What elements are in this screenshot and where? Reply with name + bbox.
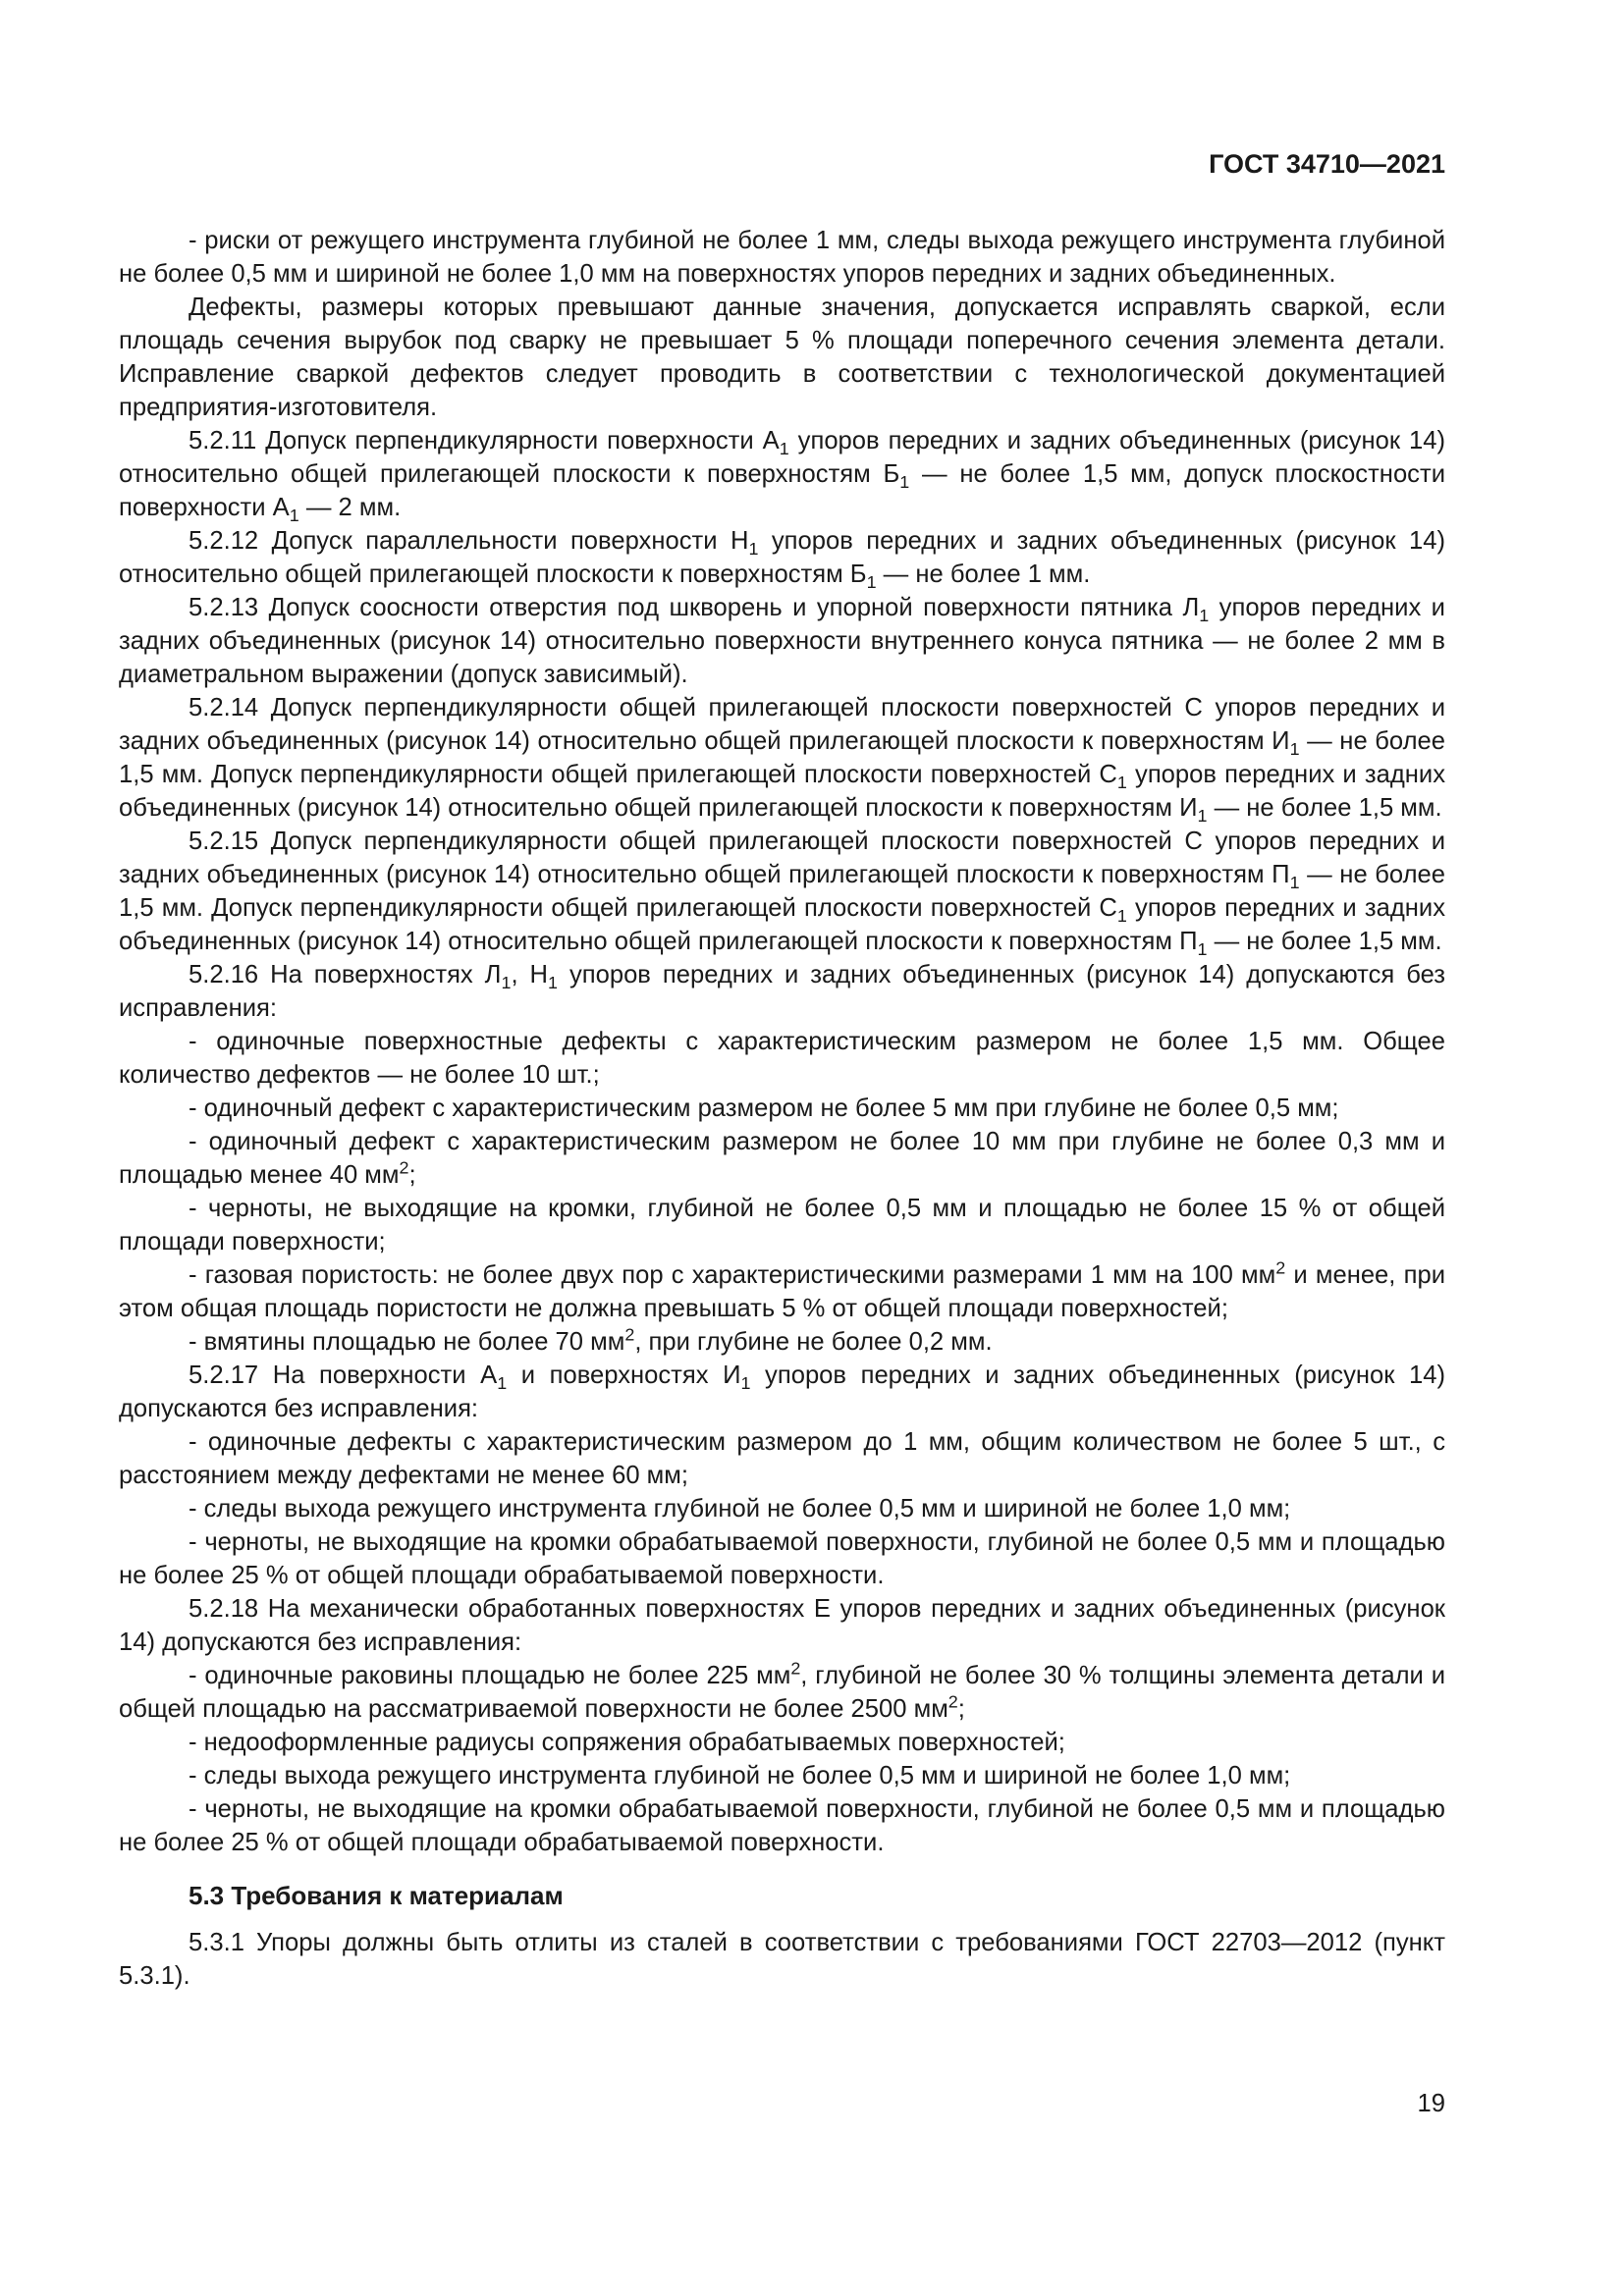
clause-5-2-15: 5.2.15 Допуск перпендикулярности общей прилегающей плоскости поверхностей С упоров передних и задних объединенных (рисунок 14) относительно общей прилегающей плоскости к поверхностям $П_1$ — не более 1,5 мм. Допуск перпендикулярности общей прилегающей плоскости поверхностей $С_1$ упоров передних и задних объединенных (рисунок 14) относительно общей прилегающей плоскости к поверхностям $П_1$ — не более 1,5 мм. [119, 828, 1446, 960]
list-item: - недооформленные радиусы сопряжения обрабатываемых поверхностей; [189, 1729, 1065, 1756]
list-item: - одиночные раковины площадью не более 225 $мм^2$, глубиной не более 30 % толщины элемента детали и общей площадью на рассматриваемой поверхности не более 2500 $мм^2$; [119, 1658, 1446, 1723]
paragraph: Дефекты, размеры которых превышают данные значения, допускается исправлять сваркой, если площадь сечения вырубок под сварку не превышает 5 % площади поперечного сечения элемента детали. Исправление сваркой дефектов следует проводить в соответствии с технологической документацией предприятия-изготовителя. [119, 294, 1445, 421]
clause-5-2-17: 5.2.17 На поверхности $А_1$ и поверхностях $И_1$ упоров передних и задних объединенных (рисунок 14) допускаются без исправления: [119, 1362, 1445, 1422]
list-item: - вмятины площадью не более 70 $мм^2$, при глубине не более 0,2 мм. [189, 1324, 993, 1356]
list-item: - следы выхода режущего инструмента глубиной не более 0,5 мм и шириной не более 1,0 мм; [189, 1762, 1291, 1789]
list-item: - следы выхода режущего инструмента глубиной не более 0,5 мм и шириной не более 1,0 мм; [189, 1495, 1291, 1522]
list-item: - одиночные дефекты с характеристическим размером до 1 мм, общим количеством не более 5 шт., с расстоянием между дефектами не менее 60 мм; [119, 1428, 1445, 1489]
page-number: 19 [1417, 2090, 1445, 2117]
clause-5-2-14: 5.2.14 Допуск перпендикулярности общей прилегающей плоскости поверхностей С упоров передних и задних объединенных (рисунок 14) относительно общей прилегающей плоскости к поверхностям $И_1$ — не более 1,5 мм. Допуск перпендикулярности общей прилегающей плоскости поверхностей $С_1$ упоров передних и задних объединенных (рисунок 14) относительно общей прилегающей плоскости к поверхностям $И_1$ — не более 1,5 мм. [119, 694, 1446, 827]
section-heading-5-3: 5.3 Требования к материалам [189, 1881, 564, 1910]
clause-5-2-11: 5.2.11 Допуск перпендикулярности поверхности $А_1$ упоров передних и задних объединенных (рисунок 14) относительно общей прилегающей плоскости к поверхностям $Б_1$ — не более 1,5 мм, допуск плоскостности поверхности $А_1$ — 2 мм. [119, 427, 1445, 526]
clause-5-3-1: 5.3.1 Упоры должны быть отлиты из сталей в соответствии с требованиями ГОСТ 22703—2012 (пункт 5.3.1). [119, 1929, 1445, 1990]
clause-5-2-18: 5.2.18 На механически обработанных поверхностях Е упоров передних и задних объединенных (рисунок 14) допускаются без исправления: [119, 1595, 1445, 1656]
clause-5-2-16: 5.2.16 На поверхностях $Л_1$, $Н_1$ упоров передних и задних объединенных (рисунок 14) допускаются без исправления: [119, 961, 1445, 1022]
list-item: - газовая пористость: не более двух пор с характеристическими размерами 1 мм на 100 $мм^2$ и менее, при этом общая площадь пористости не должна превышать 5 % от общей площади поверхностей; [119, 1257, 1445, 1322]
list-item: - одиночный дефект с характеристическим размером не более 10 мм при глубине не более 0,3 мм и площадью менее 40 $мм^2$; [119, 1128, 1445, 1189]
clause-5-2-13: 5.2.13 Допуск соосности отверстия под шкворень и упорной поверхности пятника $Л_1$ упоров передних и задних объединенных (рисунок 14) относительно поверхности внутреннего конуса пятника — не более 2 мм в диаметральном выражении (допуск зависимый). [119, 594, 1445, 688]
clause-5-2-12: 5.2.12 Допуск параллельности поверхности $Н_1$ упоров передних и задних объединенных (рисунок 14) относительно общей прилегающей плоскости к поверхностям $Б_1$ — не более 1 мм. [119, 527, 1445, 593]
list-item: - одиночный дефект с характеристическим размером не более 5 мм при глубине не более 0,5 мм; [189, 1095, 1339, 1122]
list-item: - черноты, не выходящие на кромки обрабатываемой поверхности, глубиной не более 0,5 мм и площадью не более 25 % от общей площади обрабатываемой поверхности. [119, 1795, 1445, 1856]
list-item: - черноты, не выходящие на кромки, глубиной не более 0,5 мм и площадью не более 15 % от общей площади поверхности; [119, 1195, 1445, 1255]
document-body [119, 224, 1445, 1993]
list-item: - одиночные поверхностные дефекты с характеристическим размером не более 1,5 мм. Общее количество дефектов — не более 10 шт.; [119, 1028, 1445, 1089]
list-item: - черноты, не выходящие на кромки обрабатываемой поверхности, глубиной не более 0,5 мм и площадью не более 25 % от общей площади обрабатываемой поверхности. [119, 1528, 1445, 1589]
paragraph: - риски от режущего инструмента глубиной не более 1 мм, следы выхода режущего инструмента глубиной не более 0,5 мм и шириной не более 1,0 мм на поверхностях упоров передних и задних объединенных. [119, 227, 1445, 288]
document-header: ГОСТ 34710—2021 [1209, 149, 1445, 179]
